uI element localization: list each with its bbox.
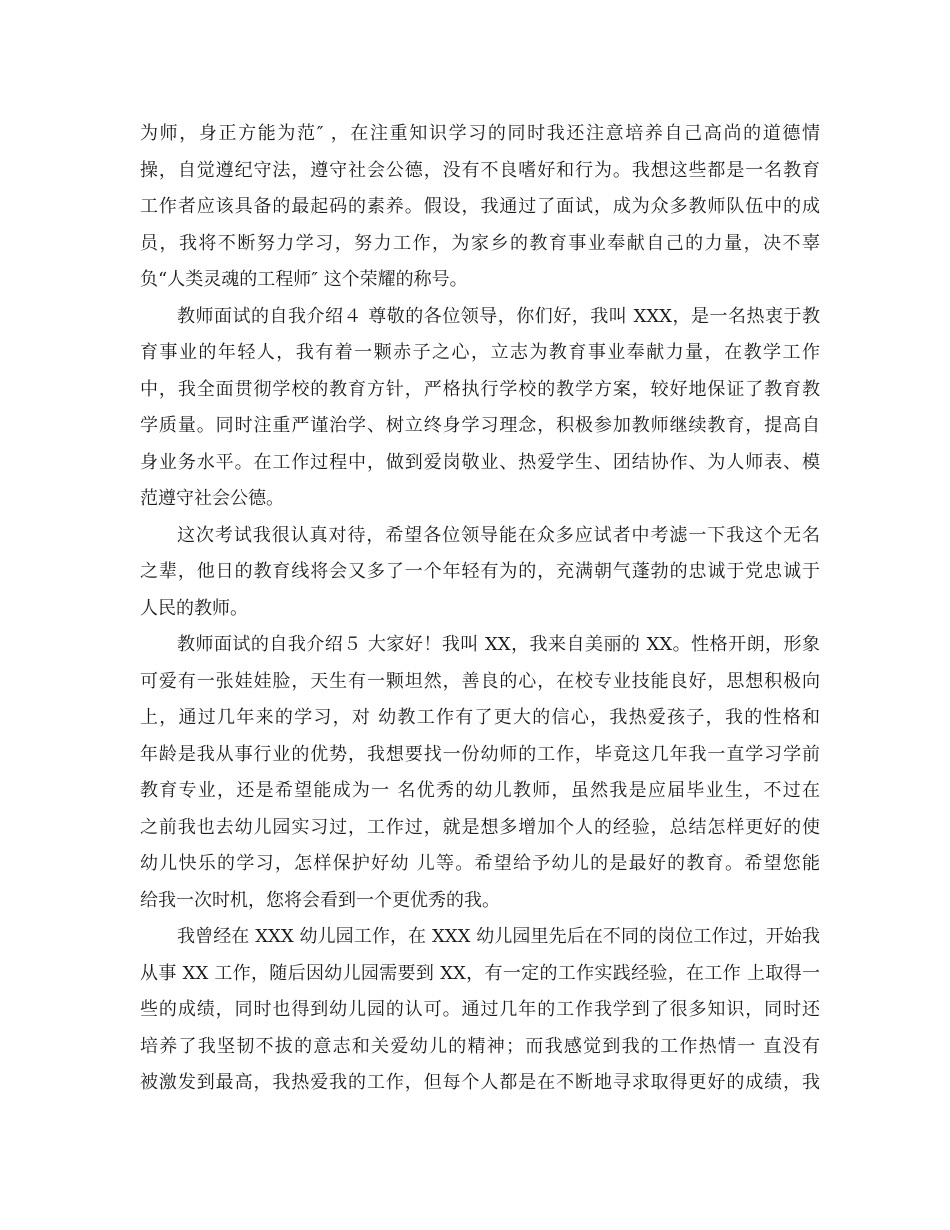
text-line: 操，自觉遵纪守法，遵守社会公德，没有不良嗜好和行为。我想这些都是一名教育 (140, 159, 820, 181)
paragraph-start-line: 我曾经在 XXX 幼儿园工作，在 XXX 幼儿园里先后在不同的岗位工作过，开始我 (177, 926, 820, 947)
text-line: 教育专业，还是希望能成为一 名优秀的幼儿教师，虽然我是应届毕业生，不过在 (140, 780, 820, 801)
text-line: 身业务水平。在工作过程中，做到爱岗敬业、热爱学生、团结协作、为人师表、模 (140, 451, 820, 473)
text-line: 中，我全面贯彻学校的教育方针，严格执行学校的教学方案，较好地保证了教育教 (140, 378, 820, 400)
text-line: 给我一次时机，您将会看到一个更优秀的我。 (140, 889, 500, 911)
text-line: 从事 XX 工作，随后因幼儿园需要到 XX，有一定的工作实践经验，在工作 上取得一 (140, 962, 820, 984)
text-line: 为师，身正方能为范″ ，在注重知识学习的同时我还注意培养自己高尚的道德情 (140, 123, 820, 144)
text-line: 学质量。同时注重严谨治学、树立终身学习理念，积极参加教师继续教育，提高自 (140, 415, 820, 436)
text-line: 些的成绩，同时也得到幼儿园的认可。通过几年的工作我学到了很多知识，同时还 (140, 999, 820, 1020)
text-line: 可爱有一张娃娃脸，天生有一颗坦然，善良的心，在校专业技能良好，思想积极向 (140, 670, 820, 692)
text-line: 年龄是我从事行业的优势，我想要找一份幼师的工作，毕竟这几年我一直学习学前 (140, 743, 820, 765)
text-line: 人民的教师。 (140, 597, 248, 619)
text-line: 之前我也去幼儿园实习过，工作过，就是想多增加个人的经验，总结怎样更好的使 (140, 816, 820, 838)
paragraph-start-line: 教师面试的自我介绍５ 大家好！我叫 XX，我来自美丽的 XX。性格开朗，形象 (177, 634, 820, 655)
text-line: 员，我将不断努力学习，努力工作，为家乡的教育事业奉献自己的力量，决不辜 (140, 232, 820, 254)
text-line: 之辈，他日的教育线将会又多了一个年轻有为的，充满朝气蓬勃的忠诚于党忠诚于 (140, 561, 820, 582)
text-line: 上，通过几年来的学习，对 幼教工作有了更大的信心，我热爱孩子，我的性格和 (140, 707, 820, 728)
text-line: 负“人类灵魂的工程师″ 这个荣耀的称号。 (140, 269, 468, 290)
text-line: 培养了我坚韧不拔的意志和关爱幼儿的精神；而我感觉到我的工作热情一 直没有 (140, 1035, 820, 1057)
text-line: 范遵守社会公德。 (140, 488, 284, 509)
paragraph-start-line: 教师面试的自我介绍４ 尊敬的各位领导，你们好，我叫 XXX，是一名热衷于教 (177, 305, 820, 327)
text-line: 工作者应该具备的最起码的素养。假设，我通过了面试，成为众多教师队伍中的成 (140, 196, 820, 217)
text-line: 育事业的年轻人，我有着一颗赤子之心，立志为教育事业奉献力量，在教学工作 (140, 342, 820, 363)
document-body (140, 116, 820, 1102)
text-line: 被激发到最高，我热爱我的工作，但每个人都是在不断地寻求取得更好的成绩，我 (140, 1072, 820, 1093)
paragraph-start-line: 这次考试我很认真对待，希望各位领导能在众多应试者中考滤一下我这个无名 (177, 524, 820, 546)
text-line: 幼儿快乐的学习，怎样保护好幼 儿等。希望给予幼儿的是最好的教育。希望您能 (140, 853, 820, 874)
